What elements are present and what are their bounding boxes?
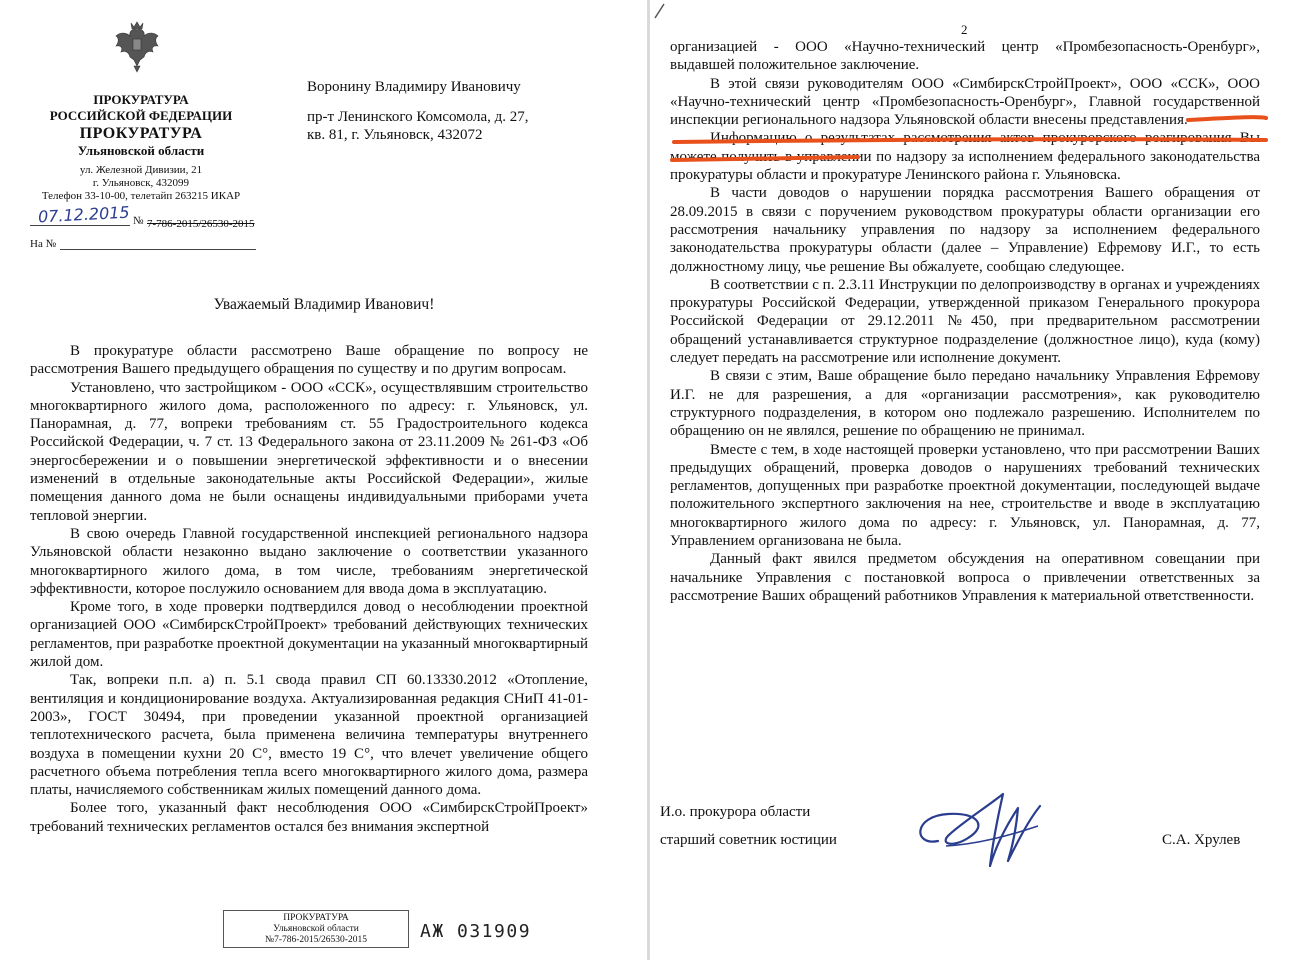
number-sign: № [133,215,144,227]
body-paragraph: В этой связи руководителям ООО «СимбирскСтройПроект», ООО «ССК», ООО «Научно-технический центр «Промбезопасность-Оренбург», Главной государственной инспекции регионального надзора Ульяновской области внесены представления. [670,75,1260,129]
body-paragraph: Более того, указанный факт несоблюдения ООО «СимбирскСтройПроект» требований технических регламентов остался без внимания экспертной [30,800,588,835]
org-line-2: РОССИЙСКОЙ ФЕДЕРАЦИИ [49,108,233,123]
recipient-address-line: кв. 81, г. Ульяновск, 432072 [307,127,483,143]
body-paragraph: Вместе с тем, в ходе настоящей проверки установлено, что при рассмотрении Ваших предыдущих обращений, проверка доводов о нарушениях требований технических регламентов, допущенных при разработке проектной документации, последующей выдаче положительного экспертного заключения на нее, строительстве и вводе в эксплуатацию многоквартирного жилого дома по адресу: г. Ульяновск, ул. Панорамная, д. 77, Управлением организована не была. [670,441,1260,550]
signatory-name: С.А. Хрулев [1162,832,1241,848]
corner-mark-icon [652,2,668,20]
issuer-organization [30,92,252,159]
org-line-4: Ульяновской области [77,143,205,158]
handwritten-signature [908,786,1048,876]
stamp-line: №7-786-2015/26530-2015 [265,935,367,945]
registration-stamp [223,910,409,948]
letter-page-1 [0,0,648,960]
body-paragraph: В связи с этим, Ваше обращение было передано начальнику Управления Ефремову И.Г. не для разрешения, а для «организации рассмотрения», как руководителю структурного подразделения, в котором оно подлежало разрешению. Исполнителем по обращению он не являлся, решение по обращению не принимал. [670,368,1260,440]
letter-body [670,38,1260,605]
outgoing-number: 7-786-2015/26530-2015 [147,218,255,230]
address-line: ул. Железной Дивизии, 21 [79,164,203,176]
date-line [30,225,130,226]
address-line: Телефон 33-10-00, телетайп 263215 ИКАР [41,190,241,202]
org-line-3: ПРОКУРАТУРА [79,125,203,142]
body-paragraph: Кроме того, в ходе проверки подтвердился довод о несоблюдении проектной организацией ООО «СимбирскСтройПроект» требований действующих технических регламентов, при разработке проектной документации на указанный многоквартирный жилой дом. [30,599,588,671]
salutation: Уважаемый Владимир Иванович! [213,296,435,313]
body-paragraph: В свою очередь Главной государственной инспекцией регионального надзора Ульяновской области незаконно выдано заключение о соответствии указанного многоквартирного жилого дома, в том числе, требованиям энергетической эффективности, которое послужило основанием для ввода дома в эксплуатацию. [30,525,588,597]
stamp-line: Ульяновской области [273,924,359,934]
outgoing-reference [30,202,270,233]
body-paragraph: Данный факт явился предметом обсуждения на оперативном совещании при начальнике Управления с постановкой вопроса о привлечении ответственных за рассмотрение Ваших обращений работников Управления к материальной ответственности. [670,551,1260,604]
body-paragraph: В прокуратуре области рассмотрено Ваше обращение по вопросу не рассмотрения Вашего предыдущего обращения по существу и по другим вопросам. [30,343,588,378]
stamp-line: ПРОКУРАТУРА [283,913,349,923]
letter-body [30,342,588,836]
body-paragraph: Установлено, что застройщиком - ООО «ССК», осуществлявшим строительство многоквартирного жилого дома, расположенного по адресу: г. Ульяновск, ул. Панорамная, д. 77, вопреки требованиям ст. 55 Градостроительного кодекса Российской Федерации, ч. 7 ст. 13 Федерального закона от 23.11.2009 № 261-ФЗ «Об энергосбережении и о повышении энергетической эффективности и о внесении изменений в отдельные законодательные акты Российской Федерации», жилые помещения данного дома не были оснащены индивидуальными приборами учета тепловой энергии. [30,379,588,524]
org-line-1: ПРОКУРАТУРА [93,92,189,107]
reply-to-line [60,249,256,250]
coat-of-arms-icon [112,20,162,74]
body-paragraph: Так, вопреки п.п. а) п. 5.1 свода правил СП 60.13330.2012 «Отопление, вентиляция и кондиционирование воздуха. Актуализированная редакция СНиП 41-01-2003», ГОСТ 30494, при проведении указанной проектной организацией теплотехнического расчета, была применена величина температуры внутреннего воздуха в помещении кухни 20 С°, вместо 19 С°, что влечет увеличение общего расчетного объема потребления тепла всего многоквартирного жилого дома, размера платы, начисляемого собственникам жилых помещений данного дома. [30,672,588,799]
body-paragraph: организацией - ООО «Научно-технический центр «Промбезопасность-Оренбург», выдавшей положительное заключение. [670,39,1260,74]
issuer-address [30,164,252,203]
letter-page-2 [650,0,1300,960]
body-paragraph: Информацию о результатах рассмотрения актов прокурорского реагирования Вы можете получить в управлении по надзору за исполнением федерального законодательства прокуратуры области и прокуратуре Ленинского района г. Ульяновска. [670,130,1260,184]
recipient-address-line: пр-т Ленинского Комсомола, д. 27, [307,109,529,125]
page-number: 2 [961,22,968,37]
recipient-block [307,78,607,144]
body-paragraph: В части доводов о нарушении порядка рассмотрения Вашего обращения от 28.09.2015 в связи с поручением руководством прокуратуры области организации его рассмотрения начальнику управления по надзору за исполнением федерального законодательства прокуратуры области (далее – Управление) Ефремову И.Г., то есть должностному лицу, чье решение Вы обжалуете, сообщаю следующее. [670,185,1260,275]
signatory-title [660,798,837,854]
reply-to-label: На № [30,238,57,250]
signatory-title-line: И.о. прокурора области [660,804,811,820]
body-paragraph: В соответствии с п. 2.3.11 Инструкции по делопроизводству в органах и учреждениях прокуратуры Российской Федерации, утвержденной приказом Генерального прокурора Российской Федерации от 29.12.2011 №450, при предварительном рассмотрении обращений устанавливается структурное подразделение (должностное лицо), куда (кому) следует передать на рассмотрение или исполнение документ. [670,276,1260,367]
signatory-title-line: старший советник юстиции [660,832,837,848]
form-serial-number: АЖ 031909 [420,921,532,942]
address-line: г. Ульяновск, 432099 [92,177,190,189]
recipient-name: Воронину Владимиру Ивановичу [307,79,521,95]
handwritten-date: 07.12.2015 [37,202,131,227]
reply-to-field [30,238,260,250]
